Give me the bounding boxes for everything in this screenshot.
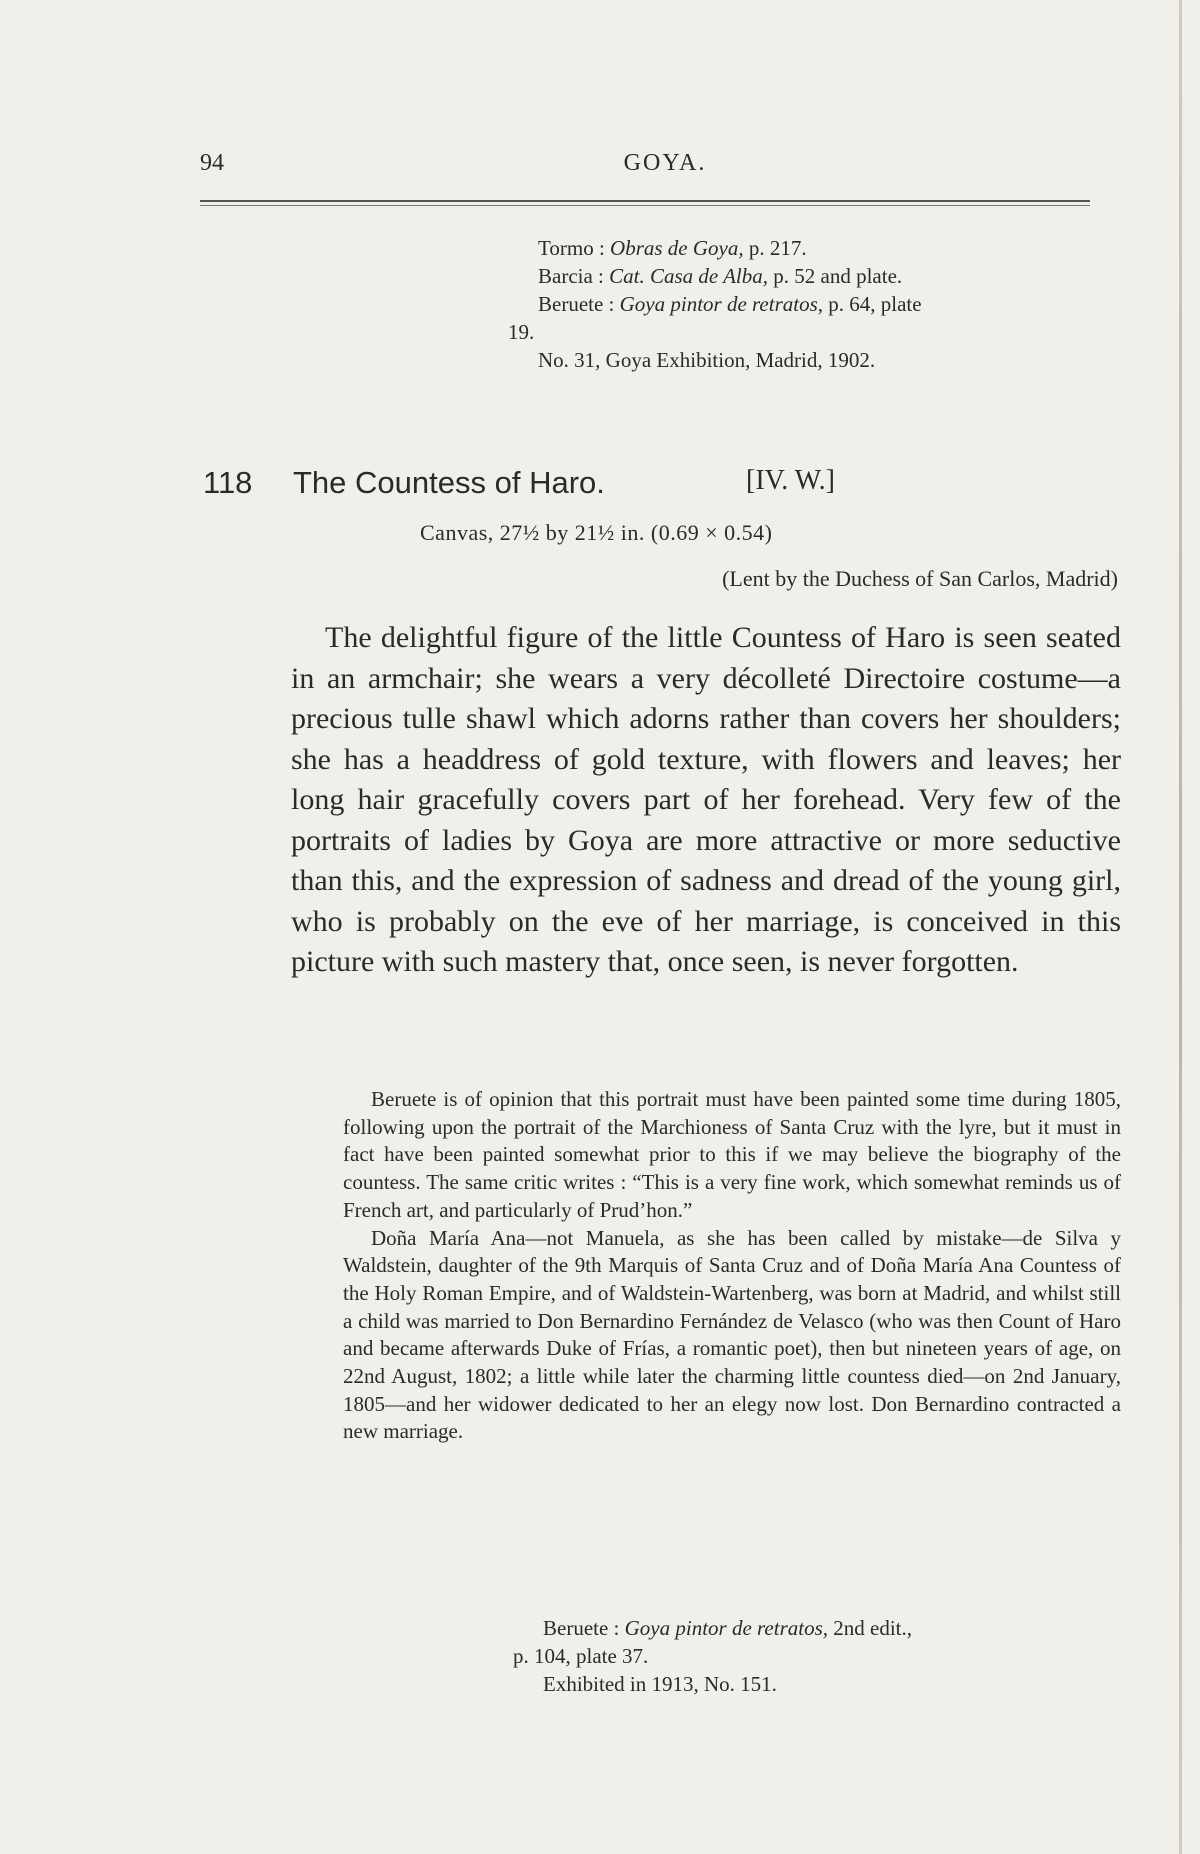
page-edge bbox=[1179, 0, 1182, 1854]
entry-dimensions: Canvas, 27½ by 21½ in. (0.69 × 0.54) bbox=[420, 520, 773, 545]
page-number: 94 bbox=[200, 150, 224, 176]
reference-line: Beruete : Goya pintor de retratos, 2nd edit., bbox=[543, 1616, 913, 1640]
catalogue-entry-heading bbox=[203, 465, 1123, 515]
entry-title: The Countess of Haro. bbox=[293, 465, 605, 500]
entry-description: The delightful figure of the little Countess of Haro is seen seated in an armchair; she wears a very décolleté Directoire costume—a precious tulle shawl which adorns rather than covers her shoulders; she has a headdress of gold texture, with flowers and leaves; her long hair gracefully covers part of her forehead. Very few of the portraits of ladies by Goya are more attractive or more seductive than this, and the expression of sadness and dread of the young girl, who is probably on the eve of her marriage, is conceived in this picture with such mastery that, once seen, is never forgotten. bbox=[291, 621, 1121, 978]
bottom-references bbox=[513, 1614, 1123, 1698]
header-rule bbox=[200, 200, 1090, 202]
header-rule-thin bbox=[200, 205, 1090, 206]
entry-number: 118 bbox=[203, 465, 253, 500]
note-paragraph: Beruete is of opinion that this portrait must have been painted some time during 1805, following upon the portrait of the Marchioness of Santa Cruz with the lyre, but it must in fact have been painted somewhat prior to this if we may believe the biography of the countess. The same critic writes : “This is a very fine work, which somewhat reminds us of French art, and particularly of Prud’hon.” bbox=[343, 1087, 1121, 1222]
reference-line: Tormo : Obras de Goya, p. 217. bbox=[538, 236, 807, 260]
running-title: GOYA. bbox=[623, 150, 707, 176]
entry-notes bbox=[343, 1086, 1121, 1446]
entry-lent-by: (Lent by the Duchess of San Carlos, Madrid) bbox=[722, 566, 1118, 591]
note-paragraph: Doña María Ana—not Manuela, as she has been called by mistake—de Silva y Waldstein, daughter of the 9th Marquis of Santa Cruz and of Doña María Ana Countess of the Holy Roman Empire, and of Waldstein-Wartenberg, was born at Madrid, and whilst still a child was married to Don Bernardino Fernández de Velasco (who was then Count of Haro and became afterwards Duke of Frías, a romantic poet), then but nineteen years of age, on 22nd August, 1802; a little while later the charming little countess died—on 2nd January, 1805—and her widower dedicated to her an elegy now lost. Don Bernardino contracted a new marriage. bbox=[343, 1225, 1121, 1444]
entry-collection: [IV. W.] bbox=[746, 465, 835, 496]
reference-line: Beruete : Goya pintor de retratos, p. 64, plate bbox=[538, 292, 922, 316]
reference-line: No. 31, Goya Exhibition, Madrid, 1902. bbox=[538, 348, 876, 372]
reference-continuation: p. 104, plate 37. bbox=[513, 1644, 649, 1668]
reference-line: Exhibited in 1913, No. 151. bbox=[543, 1672, 777, 1696]
reference-line: Barcia : Cat. Casa de Alba, p. 52 and plate. bbox=[538, 264, 903, 288]
top-references bbox=[508, 234, 1118, 374]
reference-continuation: 19. bbox=[508, 320, 535, 344]
page-header bbox=[200, 150, 1130, 190]
